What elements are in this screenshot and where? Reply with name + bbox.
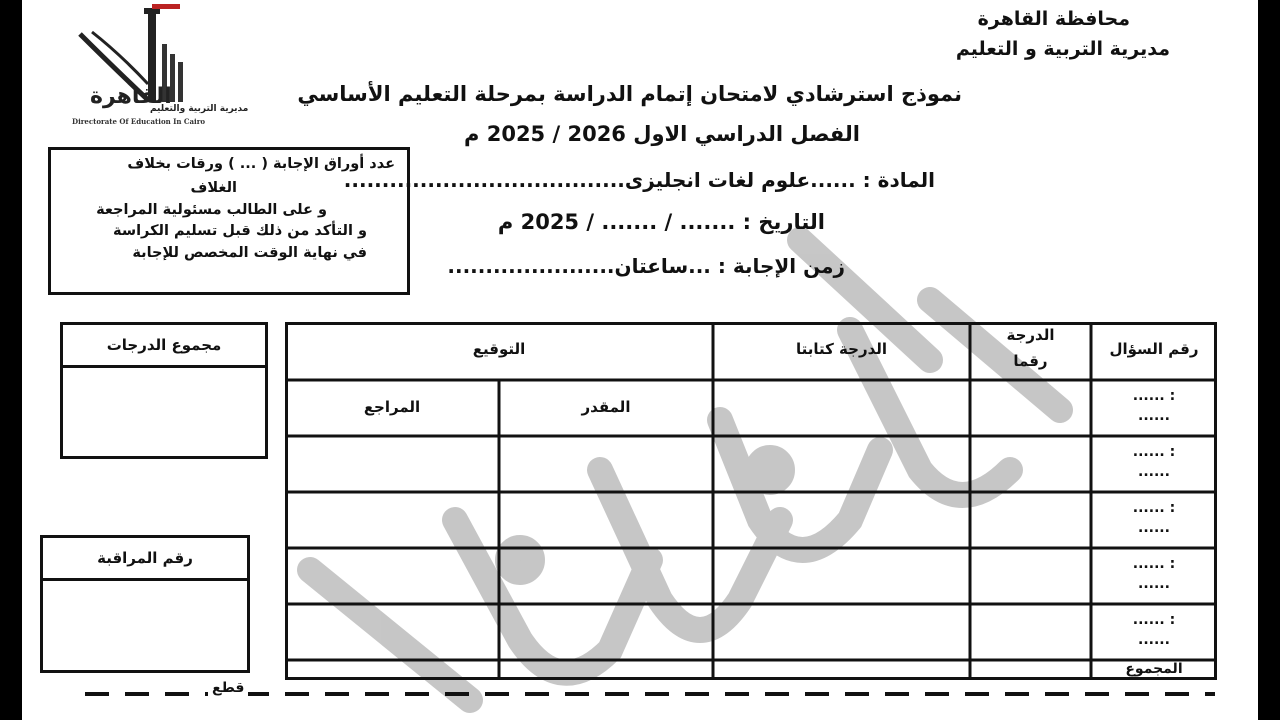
total-grades-label: مجموع الدرجات [63,325,265,368]
subheader-reviewer: المراجع [363,398,421,416]
question-number-cell[interactable]: ...... : ...... [1132,612,1176,648]
notice-line: و على الطالب مسئولية المراجعة [96,202,327,218]
directorate-title: مديرية التربية و التعليم [955,38,1170,60]
total-row-label: المجموع [1125,661,1183,677]
date-field: التاريخ : ....... / ....... / 2025 م [497,210,825,234]
notice-line: عدد أوراق الإجابة ( ... ) ورقات بخلاف [127,156,395,172]
header-signature: التوقيع [472,340,526,358]
logo-arabic-text: القاهرة [90,84,172,109]
term-year: الفصل الدراسي الاول 2026 / 2025 م [464,122,860,146]
question-number-cell[interactable]: ...... : ...... [1132,444,1176,480]
duration-field: زمن الإجابة : ...ساعتان...................... [447,254,845,278]
notice-line: الغلاف [190,180,237,196]
cut-dashed-line [85,688,1215,700]
left-black-border [0,0,22,720]
subject-field: المادة : ......علوم لغات انجليزى..................................... [343,168,935,192]
right-black-border [1258,0,1280,720]
header-grade-words: الدرجة كتابتا [795,340,888,358]
exam-title: نموذج استرشادي لامتحان إتمام الدراسة بمرحلة التعليم الأساسي [297,82,962,106]
governorate-title: محافظة القاهرة [977,8,1130,30]
grades-table-grid [285,322,1217,680]
answer-sheets-notice-box [48,147,410,295]
header-question-number: رقم السؤال [1109,340,1199,358]
monitoring-number-box [40,535,250,673]
header-grade-digits-line2: رقما [1013,352,1048,370]
cut-label: قطع [208,680,248,696]
monitoring-number-label: رقم المراقبة [43,538,247,581]
grades-table [285,322,1217,680]
question-number-cell[interactable]: ...... : ...... [1132,388,1176,424]
subheader-assessor: المقدر [581,398,631,416]
question-number-cell[interactable]: ...... : ...... [1132,500,1176,536]
total-grades-box [60,322,268,459]
logo-sub-text: مديرية التربية والتعليم [150,104,249,114]
question-number-cell[interactable]: ...... : ...... [1132,556,1176,592]
header-grade-digits-line1: الدرجة [1006,326,1055,344]
notice-line: في نهاية الوقت المخصص للإجابة [132,245,367,261]
logo-english-text: Directorate Of Education In Cairo [72,117,206,126]
notice-line: و التأكد من ذلك قبل تسليم الكراسة [113,223,367,239]
